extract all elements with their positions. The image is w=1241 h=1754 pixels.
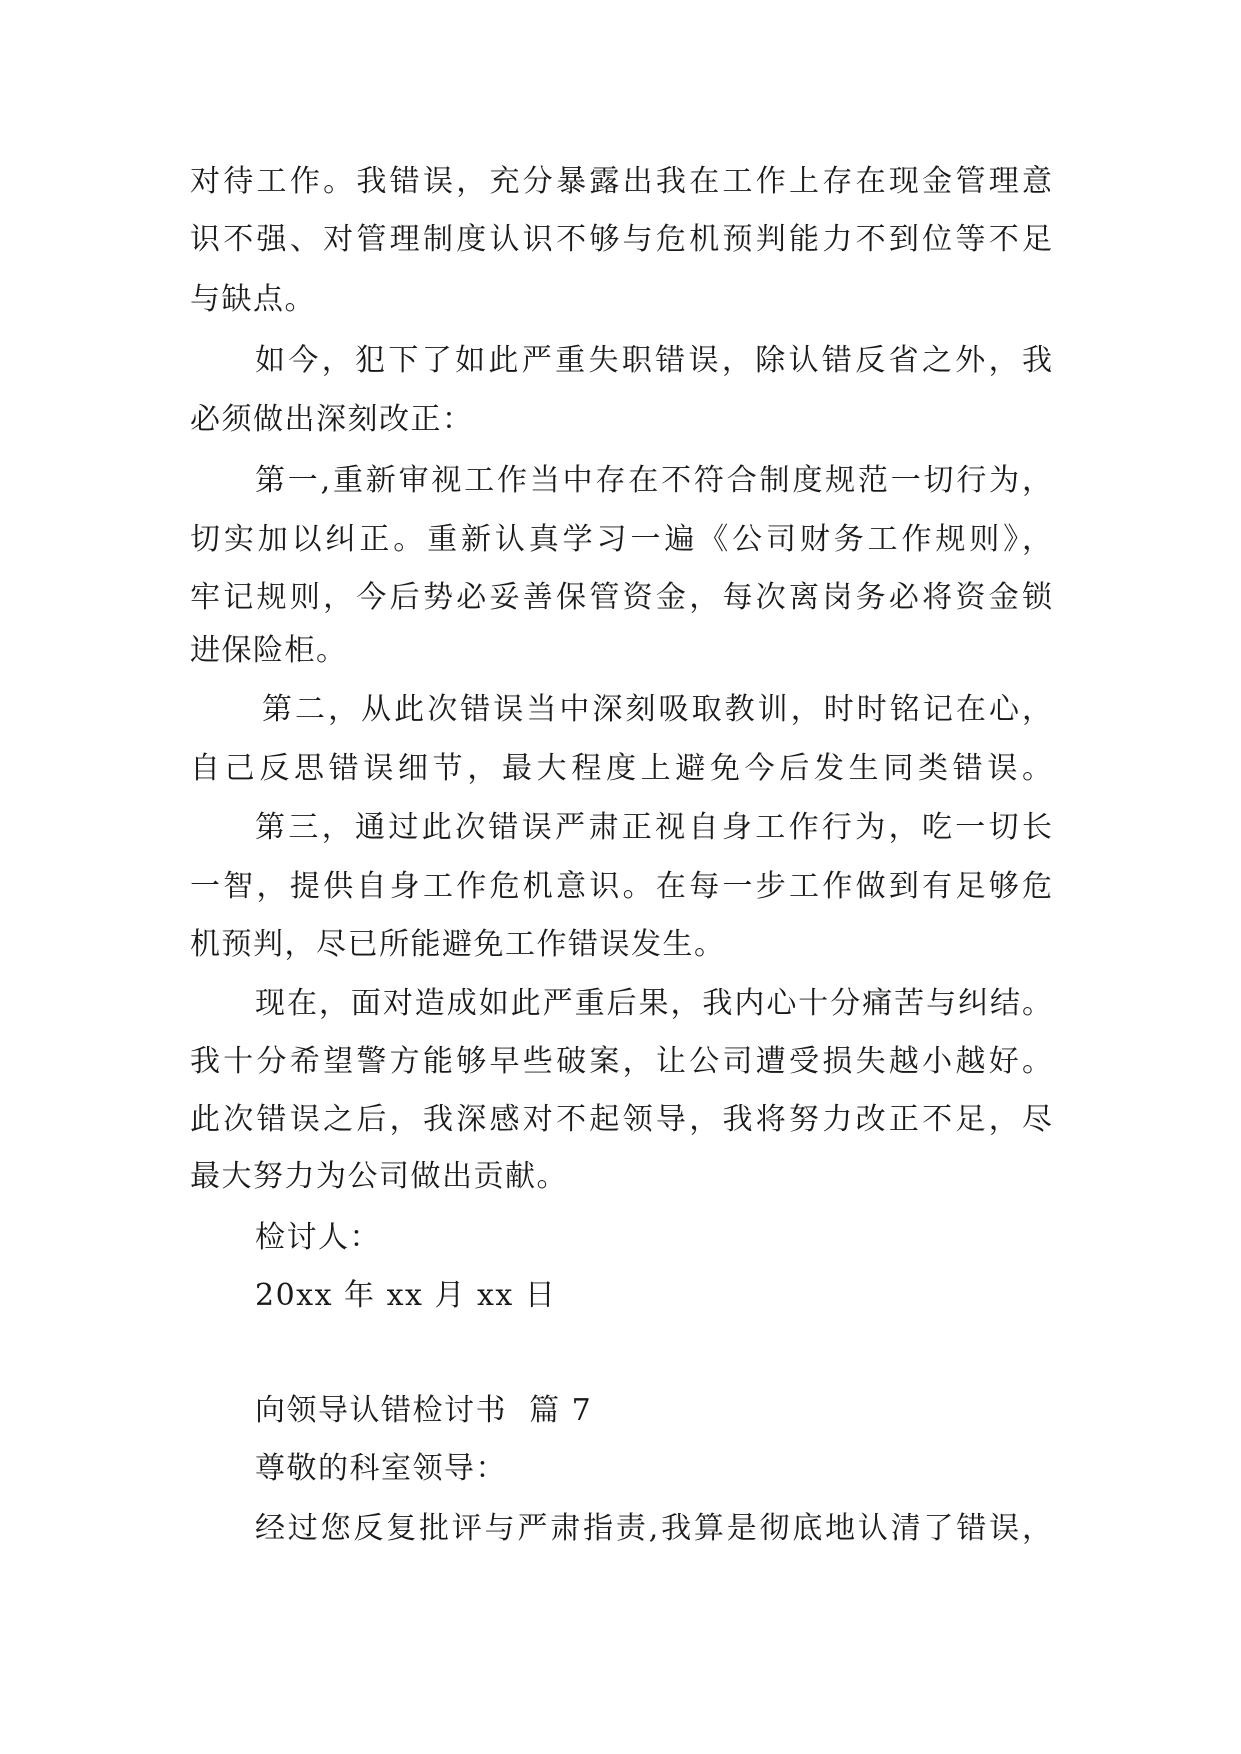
text-line: 现在，面对造成如此严重后果，我内心十分痛苦与纠结。	[255, 986, 1052, 1021]
text-line: 自己反思错误细节，最大程度上避免今后发生同类错误。	[190, 751, 1052, 786]
text-line: 第三，通过此次错误严肃正视自身工作行为，吃一切长	[255, 810, 1052, 845]
text-line: 必须做出深刻改正：	[190, 402, 474, 437]
text-line: 经过您反复批评与严肃指责,我算是彻底地认清了错误，	[255, 1511, 1052, 1546]
text-line: 第一,重新审视工作当中存在不符合制度规范一切行为，	[255, 463, 1052, 498]
text-line: 牢记规则，今后势必妥善保管资金，每次离岗务必将资金锁	[190, 580, 1052, 615]
text-line: 此次错误之后，我深感对不起领导，我将努力改正不足，尽	[190, 1102, 1052, 1137]
salutation: 尊敬的科室领导：	[255, 1451, 507, 1486]
text-line: 进保险柜。	[190, 633, 348, 668]
text-line: 一智，提供自身工作危机意识。在每一步工作做到有足够危	[190, 869, 1052, 904]
text-line: 如今，犯下了如此严重失职错误，除认错反省之外，我	[255, 343, 1052, 378]
section-heading: 向领导认错检讨书 篇 7	[255, 1393, 593, 1428]
date-line: 20xx 年 xx 月 xx 日	[255, 1278, 557, 1313]
text-line: 识不强、对管理制度认识不够与危机预判能力不到位等不足	[190, 222, 1052, 257]
text-line: 切实加以纠正。重新认真学习一遍《公司财务工作规则》，	[190, 522, 1052, 557]
text-line: 我十分希望警方能够早些破案，让公司遭受损失越小越好。	[190, 1044, 1052, 1079]
text-line: 最大努力为公司做出贡献。	[190, 1159, 568, 1194]
signature-label: 检讨人：	[255, 1220, 381, 1255]
text-line: 第二，从此次错误当中深刻吸取教训，时时铭记在心，	[262, 692, 1052, 727]
text-line: 与缺点。	[190, 282, 316, 317]
text-line: 对待工作。我错误，充分暴露出我在工作上存在现金管理意	[190, 164, 1052, 199]
text-line: 机预判，尽已所能避免工作错误发生。	[190, 927, 726, 962]
